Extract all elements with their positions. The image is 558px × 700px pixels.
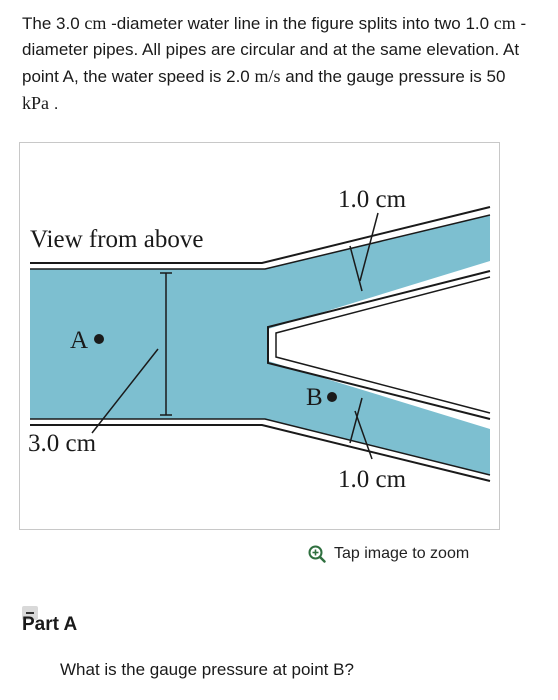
point-a-dot (94, 334, 104, 344)
problem-text-4: -diameter pipes. All pipes are circular and at the same elevation. At point A, the water speed is 2.0 (22, 14, 527, 86)
part-question: What is the gauge pressure at point B? (60, 660, 354, 679)
unit-cm: cm (493, 13, 516, 33)
zoom-in-icon (308, 545, 326, 563)
tap-to-zoom[interactable] (308, 545, 469, 563)
point-b-label: B (306, 384, 323, 411)
problem-text-2: -diameter water line in the figure splits into two (106, 14, 466, 33)
part-title: Part A (22, 614, 78, 635)
view-from-above-label: View from above (30, 226, 204, 253)
bottom-branch-diameter-label: 1.0 cm (338, 466, 407, 493)
unit-m-per-s: m/s (254, 66, 281, 86)
pipe-diagram (20, 143, 499, 529)
main-diameter-label: 3.0 cm (28, 430, 97, 457)
problem-text-3: 1.0 (465, 14, 494, 33)
zoom-label: Tap image to zoom (334, 545, 470, 562)
unit-cm: cm (84, 13, 107, 33)
problem-text-5: and the gauge pressure is 50 (280, 67, 506, 86)
problem-text-6: . (49, 94, 59, 113)
problem-statement (22, 10, 532, 117)
point-b-dot (327, 392, 337, 402)
unit-kpa: kPa (22, 93, 49, 113)
top-branch-diameter-label: 1.0 cm (338, 186, 407, 213)
pipe-figure[interactable] (19, 142, 500, 530)
point-a-label: A (70, 327, 89, 354)
problem-text-1: The 3.0 (22, 14, 85, 33)
